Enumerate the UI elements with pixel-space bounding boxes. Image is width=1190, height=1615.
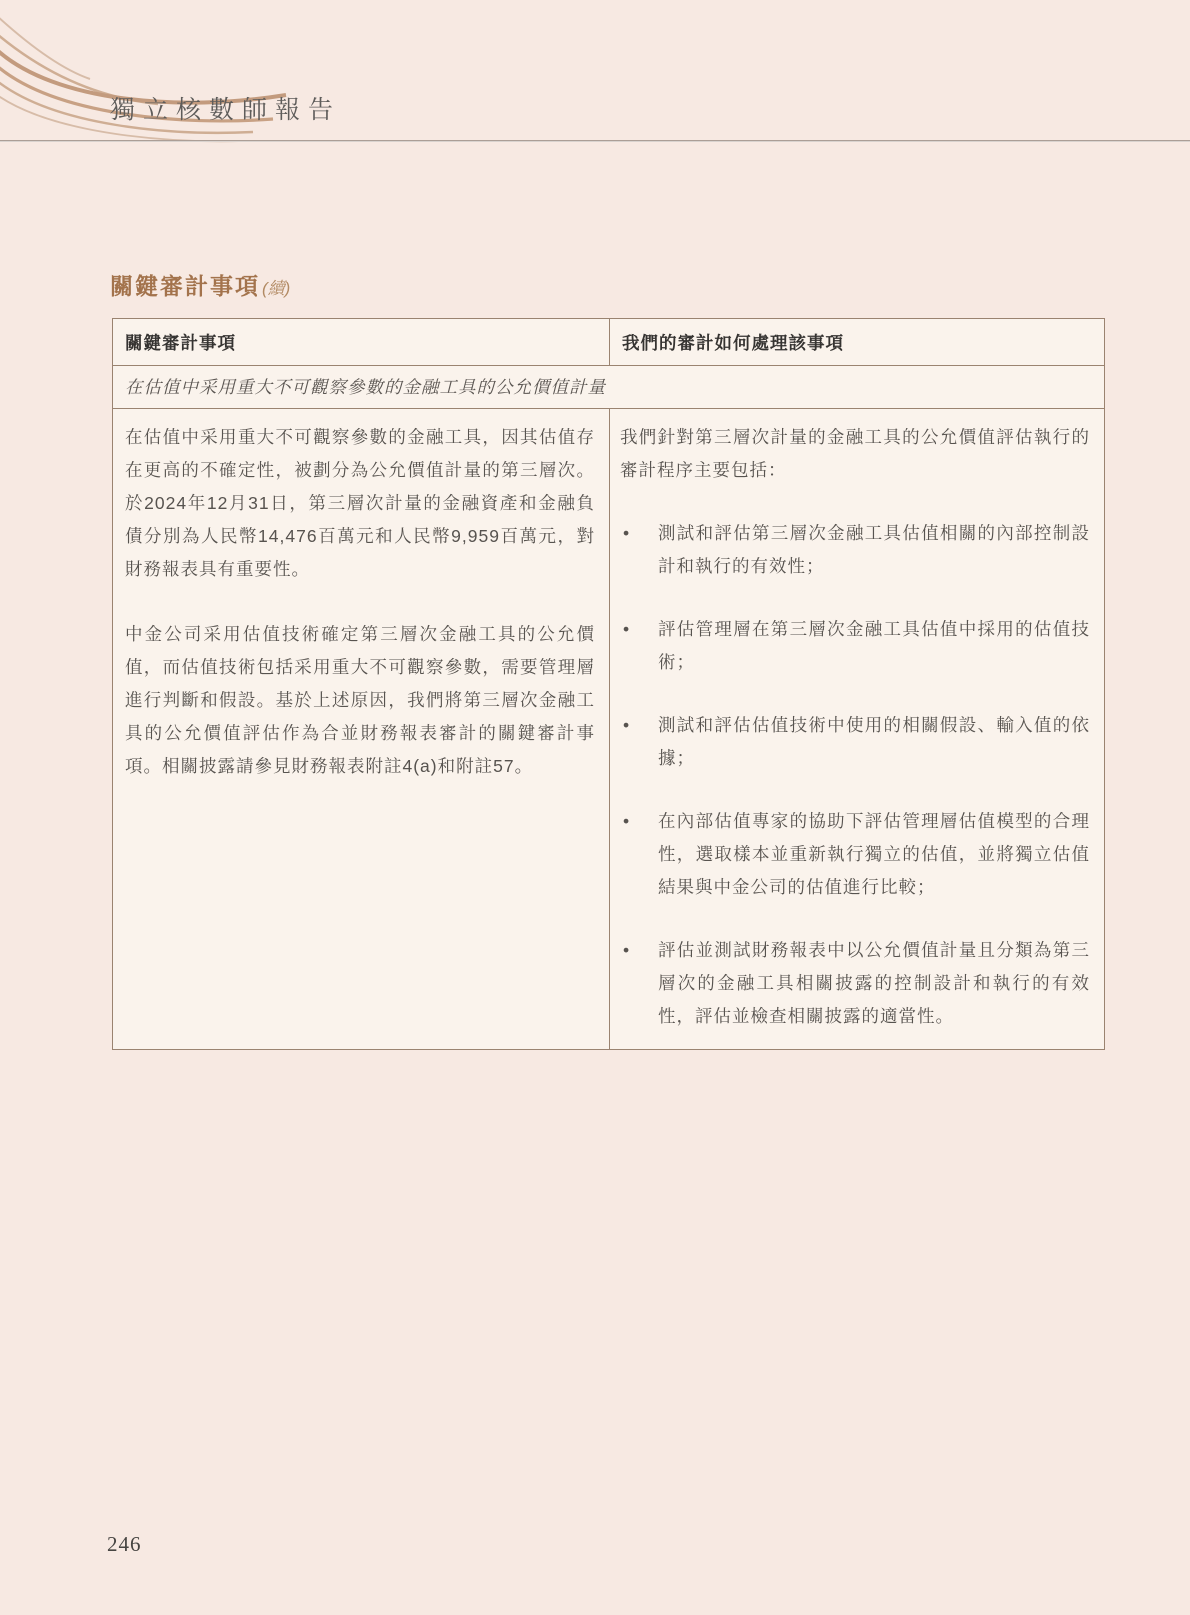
response-bullet-4-text: 在內部估值專家的協助下評估管理層估值模型的合理性，選取樣本並重新執行獨立的估值，並將獨立估值結果與中金公司的估值進行比較； (658, 811, 1090, 897)
section-title (110, 268, 290, 301)
table-header-kam: 關鍵審計事項 (113, 319, 610, 365)
bullet-dot-icon: • (623, 715, 630, 735)
bullet-dot-icon: • (623, 940, 630, 960)
response-bullet-2-text: 評估管理層在第三層次金融工具估值中採用的估值技術； (658, 619, 1090, 672)
response-intro: 我們針對第三層次計量的金融工具的公允價值評估執行的審計程序主要包括： (620, 427, 1090, 480)
response-bullet-3 (620, 709, 1090, 775)
response-bullet-3-text: 測試和評估估值技術中使用的相關假設、輸入值的依據； (658, 715, 1090, 768)
header-divider-line (0, 140, 1190, 142)
key-audit-matters-table (112, 318, 1105, 1050)
bullet-dot-icon: • (623, 619, 630, 639)
table-header-row (113, 319, 1104, 366)
bullet-dot-icon: • (623, 811, 630, 831)
response-bullet-1-text: 測試和評估第三層次金融工具估值相關的內部控制設計和執行的有效性； (658, 523, 1090, 576)
table-body-row (113, 409, 1104, 1049)
table-matter-subheader: 在估值中采用重大不可觀察參數的金融工具的公允價值計量 (113, 366, 1104, 409)
matter-paragraph-2: 中金公司采用估值技術確定第三層次金融工具的公允價值，而估值技術包括采用重大不可觀察參數，需要管理層進行判斷和假設。基於上述原因，我們將第三層次金融工具的公允價值評估作為合並財務報表審計的關鍵審計事項。相關披露請參見財務報表附註4(a)和附註57。 (125, 624, 595, 776)
table-header-response: 我們的審計如何處理該事項 (622, 333, 844, 353)
section-title-text: 關鍵審計事項 (110, 273, 260, 299)
matter-description-cell (113, 409, 610, 1049)
section-title-continued: (續) (262, 279, 291, 298)
response-bullet-4 (620, 805, 1090, 904)
response-bullet-5-text: 評估並測試財務報表中以公允價值計量且分類為第三層次的金融工具相關披露的控制設計和執行的有效性，評估並檢查相關披露的適當性。 (658, 940, 1090, 1026)
audit-response-cell (610, 409, 1104, 1049)
response-bullet-5 (620, 934, 1090, 1033)
matter-paragraph-1: 在估值中采用重大不可觀察參數的金融工具，因其估值存在更高的不確定性，被劃分為公允價值計量的第三層次。於2024年12月31日，第三層次計量的金融資產和金融負債分別為人民幣14,476百萬元和人民幣9,959百萬元，對財務報表具有重要性。 (125, 427, 595, 579)
decorative-arcs-logo (0, 0, 310, 155)
bullet-dot-icon: • (623, 523, 630, 543)
response-bullet-2 (620, 613, 1090, 679)
page-title: 獨立核數師報告 (110, 97, 342, 124)
response-bullet-1 (620, 517, 1090, 583)
page-number: 246 (107, 1532, 142, 1556)
